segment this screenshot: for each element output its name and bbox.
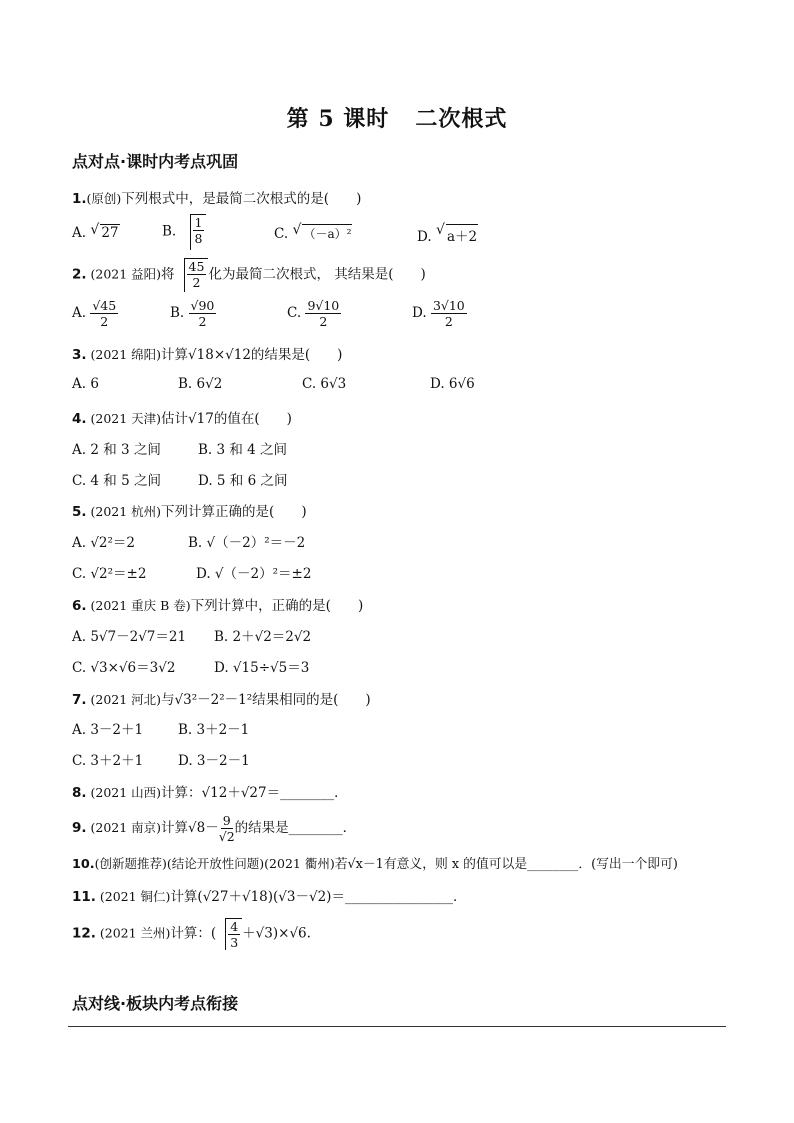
option-4a: A. 2 和 3 之间 bbox=[72, 442, 161, 458]
option-5d: D. √（－2）²＝±2 bbox=[196, 566, 312, 582]
question-text: 下列根式中，是最简二次根式的是( ) bbox=[121, 191, 362, 207]
option-1b: B. $\frac{1}{8}$ bbox=[162, 214, 206, 250]
option-6d: D. √15÷√5＝3 bbox=[214, 660, 310, 676]
option-6b: B. 2＋√2＝2√2 bbox=[214, 629, 312, 645]
page-title bbox=[0, 102, 794, 133]
question-3: 3. (2021 绵阳)计算√18×√12的结果是( ) bbox=[72, 347, 343, 363]
option-1a: A. √ 27 bbox=[72, 224, 120, 241]
option-4c: C. 4 和 5 之间 bbox=[72, 473, 161, 489]
option-2c: C. $\frac{9√10}{2}$ bbox=[287, 298, 340, 329]
question-11: 11. (2021 铜仁)计算(√27＋√18)(√3－√2)＝________________． bbox=[72, 889, 467, 905]
question-7: 7. (2021 河北)与√3²－2²－1²结果相同的是( ) bbox=[72, 692, 371, 708]
lesson-number: 第 5 课时 bbox=[286, 106, 390, 132]
question-9: 9. (2021 南京)计算√8－ $\frac{9}{√2}$ 的结果是________． bbox=[72, 813, 357, 844]
option-7b: B. 3＋2－1 bbox=[178, 722, 250, 738]
section-heading-2: 点对线·板块内考点衔接 bbox=[72, 994, 239, 1013]
option-5b: B. √（－2）²＝－2 bbox=[188, 535, 306, 551]
section-heading-1: 点对点·课时内考点巩固 bbox=[72, 152, 239, 171]
option-7a: A. 3－2＋1 bbox=[72, 722, 144, 738]
option-7c: C. 3＋2＋1 bbox=[72, 753, 144, 769]
option-1c: C. √ （－a）² bbox=[274, 224, 352, 242]
question-10: 10.(创新题推荐)(结论开放性问题)(2021 衢州)若√x－1有意义，则 x 的值可以是________．(写出一个即可) bbox=[72, 856, 678, 872]
question-8: 8. (2021 山西)计算：√12＋√27＝________． bbox=[72, 785, 348, 801]
option-6c: C. √3×√6＝3√2 bbox=[72, 660, 176, 676]
option-2b: B. $\frac{√90}{2}$ bbox=[170, 298, 215, 329]
option-3a: A. 6 bbox=[72, 376, 99, 392]
option-4b: B. 3 和 4 之间 bbox=[198, 442, 288, 458]
option-1d: D. √ a＋2 bbox=[417, 224, 478, 245]
lesson-topic: 二次根式 bbox=[415, 106, 508, 132]
option-2a: A. $\frac{√45}{2}$ bbox=[72, 298, 117, 329]
option-3c: C. 6√3 bbox=[302, 376, 347, 392]
option-5a: A. √2²＝2 bbox=[72, 535, 136, 551]
option-2d: D. $\frac{3√10}{2}$ bbox=[412, 298, 465, 329]
section-divider bbox=[68, 1026, 726, 1027]
question-6: 6. (2021 重庆 B 卷)下列计算中，正确的是( ) bbox=[72, 598, 364, 614]
question-5: 5. (2021 杭州)下列计算正确的是( ) bbox=[72, 504, 307, 520]
question-source: (原创) bbox=[86, 191, 122, 206]
question-1 bbox=[72, 187, 361, 207]
question-number: 1. bbox=[72, 191, 87, 207]
option-5c: C. √2²＝±2 bbox=[72, 566, 147, 582]
option-7d: D. 3－2－1 bbox=[178, 753, 250, 769]
question-4: 4. (2021 天津)估计√17的值在( ) bbox=[72, 411, 292, 427]
option-4d: D. 5 和 6 之间 bbox=[198, 473, 288, 489]
option-6a: A. 5√7－2√7＝21 bbox=[72, 629, 187, 645]
option-3d: D. 6√6 bbox=[430, 376, 475, 392]
question-12: 12. (2021 兰州)计算：( $\frac{4}{3}$ ＋√3)×√6. bbox=[72, 919, 311, 950]
option-3b: B. 6√2 bbox=[178, 376, 223, 392]
question-2: 2. (2021 益阳)将 $\frac{45}{2}$ 化为最简二次根式， 其结果是( ) bbox=[72, 259, 426, 290]
